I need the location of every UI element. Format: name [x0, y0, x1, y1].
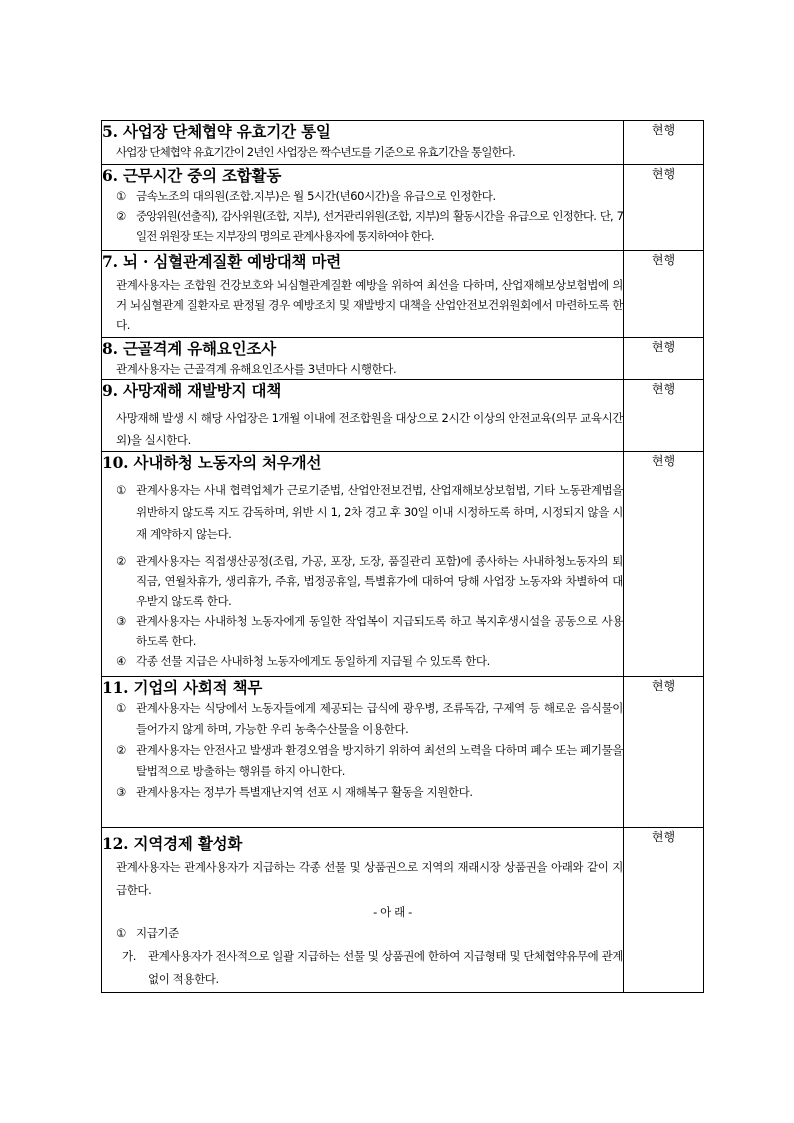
item-text: 중앙위원(선출직), 감사위원(조합, 지부), 선거관리위원(조합, 지부)의 활동시간을 유급으로 인정한다. 단, 7일전 위원장 또는 지부장의 명의로 관계사용자에 통지하여야 한다.	[136, 209, 623, 243]
list-item	[102, 698, 623, 740]
paragraph: 관계사용자는 근골격계 유해요인조사를 3년마다 시행한다.	[116, 362, 397, 376]
item-number: ①	[116, 701, 126, 715]
item-number: ④	[116, 654, 126, 668]
section-heading: 5. 사업장 단체협약 유효기간 통일	[102, 122, 331, 141]
agreement-table	[101, 120, 704, 993]
paragraph: 사업장 단체협약 유효기간이 2년인 사업장은 짝수년도를 기준으로 유효기간을 통일한다.	[116, 145, 515, 159]
table-row	[102, 121, 704, 165]
section-heading: 12. 지역경제 활성화	[102, 834, 243, 853]
status-cell: 현행	[624, 121, 704, 165]
table-row	[102, 677, 704, 828]
item-number: ③	[116, 614, 126, 628]
list-item	[102, 186, 623, 206]
status-cell: 현행	[624, 828, 704, 993]
status-cell: 현행	[624, 165, 704, 251]
status-cell: 현행	[624, 251, 704, 338]
item-text: 관계사용자는 사내 협력업체가 근로기준법, 산업안전보건법, 산업재해보상보험법, 기타 노동관계법을 위반하지 않도록 지도 감독하며, 위반 시 1, 2차 경고 후 30일 이내 시정하도록 하며, 시정되지 않을 시 재 계약하지 않는다.	[136, 483, 623, 541]
item-text: 관계사용자는 정부가 특별재난지역 선포 시 재해복구 활동을 지원한다.	[136, 785, 473, 799]
status-cell: 현행	[624, 452, 704, 677]
list-item	[102, 922, 623, 945]
item-text: 관계사용자는 안전사고 발생과 환경오염을 방지하기 위하여 최선의 노력을 다하며 폐수 또는 폐기물을 탈법적으로 방출하는 행위를 하지 아니한다.	[136, 743, 623, 778]
section-heading: 11. 기업의 사회적 책무	[102, 678, 263, 697]
row-content	[102, 121, 624, 165]
item-number: ①	[116, 483, 126, 497]
table-row	[102, 165, 704, 251]
table-row	[102, 828, 704, 993]
section-heading: 10. 사내하청 노동자의 처우개선	[102, 453, 322, 472]
table-row	[102, 452, 704, 677]
item-text: 금속노조의 대의원(조합.지부)은 월 5시간(년60시간)을 유급으로 인정한다.	[136, 189, 496, 203]
item-number: ①	[116, 189, 126, 203]
table-row	[102, 338, 704, 380]
row-content	[102, 338, 624, 380]
sub-list-item	[102, 945, 623, 991]
list-item	[102, 782, 623, 802]
item-number: 가.	[122, 949, 136, 963]
table-row	[102, 380, 704, 452]
row-content	[102, 251, 624, 338]
list-item	[102, 479, 623, 545]
item-text: 각종 선물 지급은 사내하청 노동자에게도 동일하게 지급될 수 있도록 한다.	[136, 654, 490, 668]
table-row	[102, 251, 704, 338]
item-number: ①	[116, 926, 126, 940]
section-heading: 7. 뇌 · 심혈관계질환 예방대책 마련	[102, 252, 342, 271]
item-number: ②	[116, 209, 126, 223]
item-number: ③	[116, 785, 126, 799]
section-heading: 8. 근골격계 유해요인조사	[102, 339, 276, 358]
row-content	[102, 380, 624, 452]
item-number: ②	[116, 743, 126, 757]
row-content	[102, 677, 624, 828]
status-cell: 현행	[624, 677, 704, 828]
paragraph: 사망재해 발생 시 해당 사업장은 1개월 이내에 전조합원을 대상으로 2시간 이상의 안전교육(의무 교육시간 외)을 실시한다.	[116, 411, 623, 447]
list-item	[102, 206, 623, 246]
list-item	[102, 551, 623, 611]
paragraph: 관계사용자는 관계사용자가 지급하는 각종 선물 및 상품권으로 지역의 재래시장 상품권을 아래와 같이 지급한다.	[116, 860, 623, 897]
status-cell: 현행	[624, 338, 704, 380]
status-cell: 현행	[624, 380, 704, 452]
row-content	[102, 828, 624, 993]
row-content	[102, 165, 624, 251]
item-text: 관계사용자는 식당에서 노동자들에게 제공되는 급식에 광우병, 조류독감, 구제역 등 해로운 음식물이 들어가지 않게 하며, 가능한 우리 농축수산물을 이용한다.	[136, 701, 623, 736]
item-text: 지급기준	[136, 926, 179, 940]
section-heading: 9. 사망재해 재발방지 대책	[102, 381, 282, 400]
paragraph: 관계사용자는 조합원 건강보호와 뇌심혈관계질환 예방을 위하여 최선을 다하며, 산업재해보상보험법에 의거 뇌심혈관계 질환자로 판정될 경우 예방조치 및 재발방지 대책을 산업안전보건위원회에서 마련하도록 한다.	[116, 278, 624, 332]
item-number: ②	[116, 554, 126, 568]
list-item	[102, 651, 623, 671]
item-text: 관계사용자는 직접생산공정(조립, 가공, 포장, 도장, 품질관리 포함)에 종사하는 사내하청노동자의 퇴직금, 연월차휴가, 생리휴가, 주휴, 법정공휴일, 특별휴가에 대하여 당해 사업장 노동자와 차별하여 대우받지 않도록 한다.	[136, 554, 623, 608]
list-item	[102, 611, 623, 651]
row-content	[102, 452, 624, 677]
item-text: 관계사용자는 사내하청 노동자에게 동일한 작업복이 지급되도록 하고 복지후생시설을 공동으로 사용 하도록 한다.	[136, 614, 623, 648]
center-text: - 아 래 -	[373, 905, 412, 919]
list-item	[102, 740, 623, 782]
section-heading: 6. 근무시간 중의 조합활동	[102, 166, 282, 185]
item-text: 관계사용자가 전사적으로 일괄 지급하는 선물 및 상품권에 한하여 지급형태 및 단체협약유무에 관계없이 적용한다.	[148, 949, 623, 986]
